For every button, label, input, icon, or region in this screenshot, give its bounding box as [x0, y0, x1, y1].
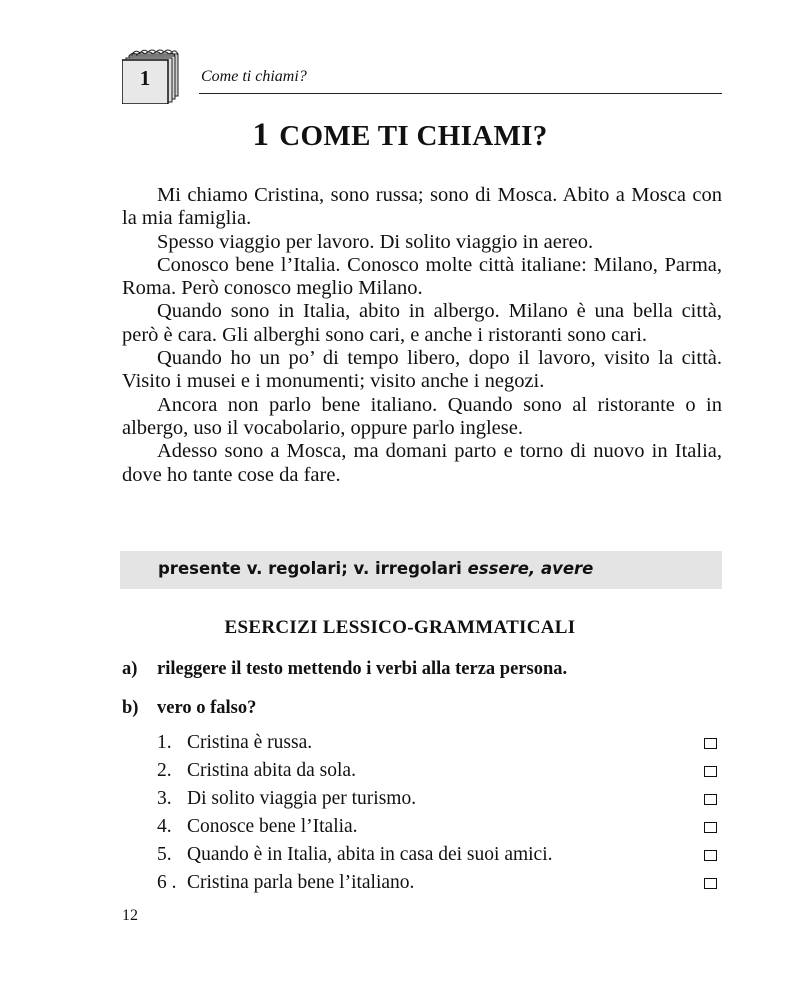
reading-paragraph: Quando ho un po’ di tempo libero, dopo il lavoro, visito la città. Visito i musei e i monumenti; visito anche i negozi.	[122, 347, 722, 393]
answer-checkbox[interactable]	[704, 766, 717, 777]
chapter-title-text: COME TI CHIAMI?	[279, 120, 548, 152]
list-item	[157, 870, 717, 898]
header-divider	[199, 93, 722, 94]
item-text: Conosce bene l’Italia.	[187, 816, 358, 837]
grammar-topic-text: presente v. regolari; v. irregolari	[158, 559, 462, 578]
answer-checkbox[interactable]	[704, 822, 717, 833]
item-number: 3.	[157, 788, 172, 809]
item-text: Quando è in Italia, abita in casa dei suoi amici.	[187, 844, 553, 865]
task-b-text: vero o falso?	[157, 698, 257, 718]
reading-paragraph: Mi chiamo Cristina, sono russa; sono di Mosca. Abito a Mosca con la mia famiglia.	[122, 184, 722, 230]
task-a-label: a)	[122, 659, 138, 679]
reading-paragraph: Conosco bene l’Italia. Conosco molte città italiane: Milano, Parma, Roma. Però conosco meglio Milano.	[122, 253, 722, 300]
list-item	[157, 730, 717, 758]
task-b	[122, 698, 256, 719]
item-text: Di solito viaggia per turismo.	[187, 788, 417, 809]
list-item	[157, 814, 717, 842]
task-b-label: b)	[122, 698, 139, 718]
answer-checkbox[interactable]	[704, 794, 717, 805]
true-false-list	[157, 730, 717, 898]
chapter-title-number: 1	[252, 117, 270, 153]
task-a-text: rileggere il testo mettendo i verbi alla terza persona.	[157, 659, 568, 679]
item-number: 2.	[157, 760, 172, 781]
item-number: 6 .	[157, 872, 177, 893]
item-text: Cristina parla bene l’italiano.	[187, 872, 415, 893]
exercises-heading: ESERCIZI LESSICO-GRAMMATICALI	[224, 617, 576, 638]
answer-checkbox[interactable]	[704, 878, 717, 889]
grammar-topic	[158, 559, 593, 578]
answer-checkbox[interactable]	[704, 850, 717, 861]
chapter-badge	[122, 48, 182, 104]
item-number: 5.	[157, 844, 172, 865]
list-item	[157, 786, 717, 814]
list-item	[157, 842, 717, 870]
grammar-topic-italic: essere, avere	[467, 559, 594, 578]
reading-text	[122, 184, 722, 487]
task-a	[122, 659, 567, 680]
list-item	[157, 758, 717, 786]
page-number: 12	[122, 907, 138, 924]
reading-paragraph: Adesso sono a Mosca, ma domani parto e torno di nuovo in Italia, dove ho tante cose da fare.	[122, 440, 722, 486]
item-number: 1.	[157, 732, 172, 753]
item-text: Cristina è russa.	[187, 732, 313, 753]
running-title: Come ti chiami?	[201, 68, 307, 85]
item-number: 4.	[157, 816, 172, 837]
answer-checkbox[interactable]	[704, 738, 717, 749]
item-text: Cristina abita da sola.	[187, 760, 356, 781]
reading-paragraph: Ancora non parlo bene italiano. Quando sono al ristorante o in albergo, uso il vocabolario, oppure parlo inglese.	[122, 393, 722, 439]
grammar-box	[120, 551, 722, 589]
chapter-badge-number: 1	[139, 66, 151, 90]
reading-paragraph: Quando sono in Italia, abito in albergo. Milano è una bella città, però è cara. Gli alberghi sono cari, e anche i ristoranti sono cari.	[122, 300, 722, 346]
chapter-title	[0, 117, 800, 154]
reading-paragraph: Spesso viaggio per lavoro. Di solito viaggio in aereo.	[157, 230, 594, 253]
